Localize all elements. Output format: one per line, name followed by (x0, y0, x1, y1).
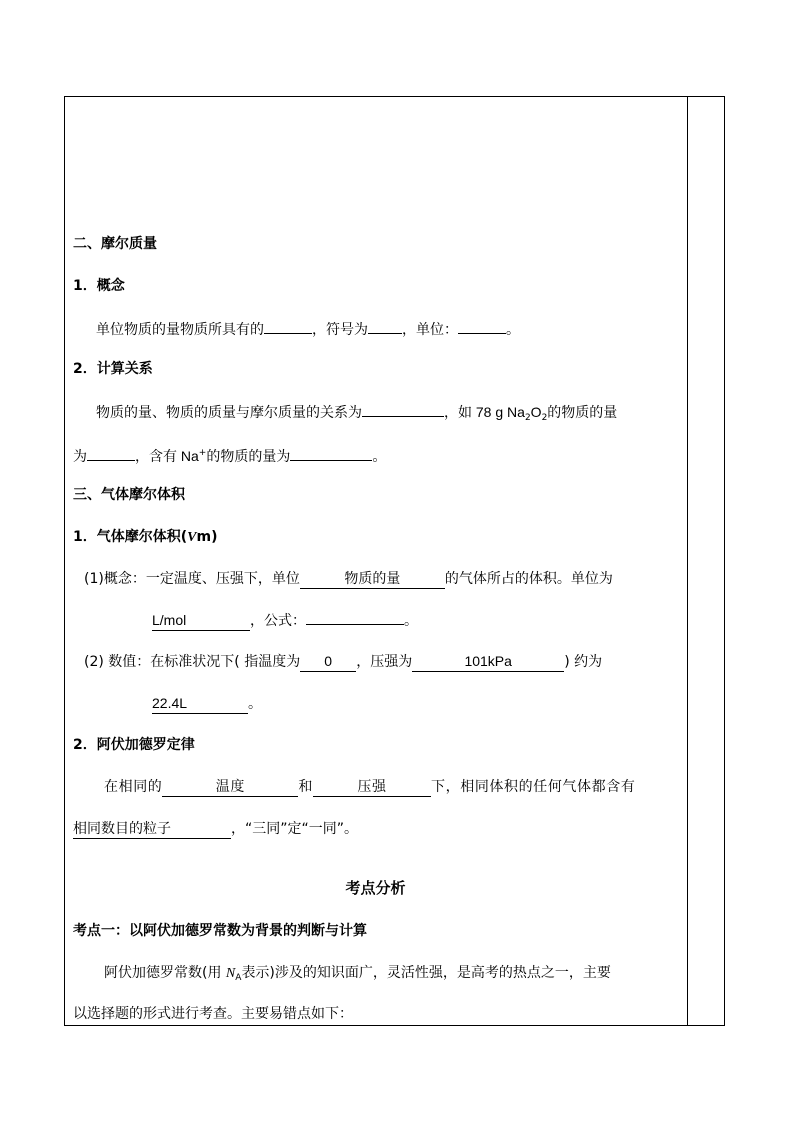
subheading-avogadro-law: 2．阿伏加德罗定律 (73, 737, 195, 753)
blank-field (458, 318, 506, 334)
filled-answer: 物质的量 (300, 568, 445, 589)
value-volume-line: 22.4L 。 (152, 695, 262, 712)
section-heading-molar-mass: 二、摩尔质量 (73, 236, 157, 252)
filled-answer: 0 (300, 651, 356, 672)
subheading-concept: 1．概念 (73, 278, 125, 294)
blank-field (306, 609, 404, 625)
analysis-text-2: 以选择题的形式进行考查。主要易错点如下： (73, 1006, 353, 1022)
filled-answer: L/mol (152, 610, 250, 631)
point-one-heading: 考点一：以阿伏加德罗常数为背景的判断与计算 (73, 923, 367, 939)
blank-field (362, 401, 444, 417)
blank-field (290, 445, 372, 461)
law-sentence-2: 相同数目的粒子 ，“三同”定“一同”。 (73, 820, 359, 837)
concept-sentence: 单位物质的量物质所具有的 ，符号为 ，单位： 。 (96, 318, 520, 340)
concept-unit-line: L/mol ，公式： 。 (152, 609, 418, 631)
blank-field (264, 318, 312, 334)
margin-divider (687, 96, 688, 1026)
analysis-text-1: 阿伏加德罗常数(用 $N_A$表示)涉及的知识面广，灵活性强，是高考的热点之一，主要 (104, 965, 611, 983)
filled-answer: 温度 (162, 776, 298, 797)
subheading-calc: 2．计算关系 (73, 361, 153, 377)
blank-field (368, 318, 402, 334)
law-sentence-1: 在相同的 温度 和 压强 下，相同体积的任何气体都含有 (104, 778, 636, 795)
calc-sentence-2: 为 ，含有 Na+的物质的量为 。 (73, 443, 386, 467)
filled-answer: 相同数目的粒子 (73, 818, 231, 839)
subheading-gas-molar-volume: 1．气体摩尔体积(Vm) (73, 529, 218, 545)
value-sentence: (2) 数值：在标准状况下( 指温度为 0 ，压强为 101kPa ) 约为 (84, 653, 603, 670)
analysis-title: 考点分析 (345, 879, 406, 897)
section-heading-gas-volume: 三、气体摩尔体积 (73, 487, 185, 503)
filled-answer: 压强 (313, 776, 431, 797)
concept-definition: (1)概念：一定温度、压强下，单位 物质的量 的气体所占的体积。单位为 (84, 570, 613, 587)
filled-answer: 22.4L (152, 693, 248, 714)
filled-answer: 101kPa (412, 651, 564, 672)
calc-sentence-1: 物质的量、物质的质量与摩尔质量的关系为 ，如 78 g $Na_2O_2$的物质的量 (96, 401, 617, 428)
blank-field (87, 445, 135, 461)
